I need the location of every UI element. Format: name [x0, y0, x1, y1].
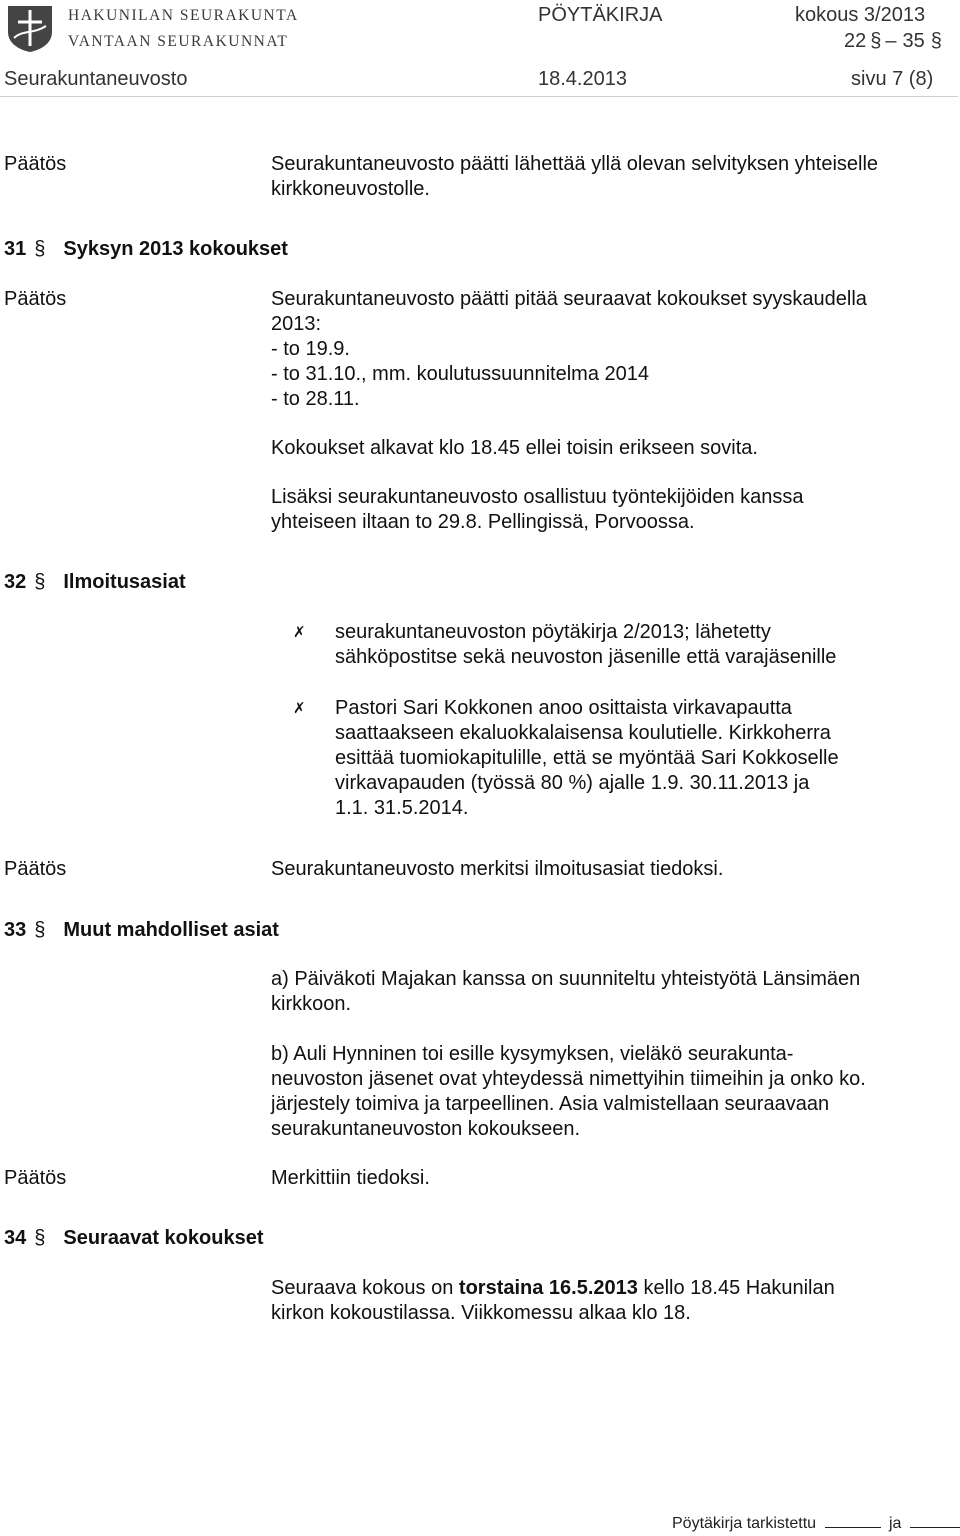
meeting-date-item: - to 31.10., mm. koulutussuunnitelma 2014 — [271, 363, 649, 385]
meeting-number: kokous 3/2013 — [795, 4, 926, 26]
section-sign-icon: § — [34, 238, 46, 260]
section-heading — [4, 570, 186, 595]
section-range: 22 § – 35 § — [844, 30, 942, 52]
doc-type: PÖYTÄKIRJA — [538, 4, 663, 26]
decision-label: Päätös — [4, 858, 67, 880]
next-meeting-text: Seuraava kokous on — [271, 1277, 459, 1299]
page-footer — [672, 1514, 960, 1534]
item-a-line: kirkkoon. — [271, 993, 352, 1015]
section-title: Seuraavat kokoukset — [63, 1227, 264, 1249]
next-meeting-text: kello 18.45 Hakunilan — [637, 1277, 835, 1299]
list-item-line: virkavapauden (työssä 80 %) ajalle 1.9. 30.11.2013 ja — [335, 772, 810, 794]
item-a-line: a) Päiväkoti Majakan kanssa on suunniteltu yhteistyötä Länsimäen — [271, 968, 861, 990]
section-number: 32 — [4, 571, 27, 593]
section-sign-icon: § — [870, 30, 882, 52]
section-sign-icon: § — [930, 30, 942, 52]
item-b-line: neuvoston jäsenet ovat yhteydessä nimettyihin tiimeihin ja onko ko. — [271, 1068, 866, 1090]
decision-text-line: Seurakuntaneuvosto päätti lähettää yllä olevan selvityksen yhteiselle — [271, 153, 879, 175]
section-heading — [4, 918, 279, 943]
decision-label: Päätös — [4, 153, 67, 175]
body-name: Seurakuntaneuvosto — [4, 68, 188, 90]
section-sign-icon: § — [34, 571, 46, 593]
check-mark-bullet-icon: ✗ — [293, 700, 306, 717]
section-number: 34 — [4, 1227, 27, 1249]
decision-text-line: kirkkoneuvostolle. — [271, 178, 430, 200]
decision-text: Merkittiin tiedoksi. — [271, 1167, 430, 1189]
decision-text: Seurakuntaneuvosto merkitsi ilmoitusasiat tiedoksi. — [271, 858, 724, 880]
decision-text-line: 2013: — [271, 313, 322, 335]
meeting-date: 18.4.2013 — [538, 68, 627, 90]
meeting-time-note: Kokoukset alkavat klo 18.45 ellei toisin erikseen sovita. — [271, 437, 758, 459]
check-mark-bullet-icon: ✗ — [293, 624, 306, 641]
section-title: Syksyn 2013 kokoukset — [63, 238, 288, 260]
section-range-start: 22 — [844, 30, 867, 52]
section-sign-icon: § — [34, 919, 46, 941]
next-meeting-line: kirkon kokoustilassa. Viikkomessu alkaa klo 18. — [271, 1302, 691, 1324]
page-number: sivu 7 (8) — [851, 68, 934, 90]
checked-label: Pöytäkirja tarkistettu — [672, 1515, 817, 1532]
meeting-date-item: - to 19.9. — [271, 338, 350, 360]
org-name-line2: VANTAAN SEURAKUNNAT — [68, 33, 289, 50]
next-meeting-date: torstaina 16.5.2013 — [458, 1277, 638, 1299]
decision-label: Päätös — [4, 288, 67, 310]
additional-event-line: Lisäksi seurakuntaneuvosto osallistuu työntekijöiden kanssa — [271, 486, 804, 508]
additional-event-line: yhteiseen iltaan to 29.8. Pellingissä, Porvoossa. — [271, 511, 695, 533]
next-meeting-line — [271, 1276, 835, 1301]
section-number: 33 — [4, 919, 27, 941]
list-item-line: 1.1. 31.5.2014. — [335, 797, 469, 819]
decision-text-line: Seurakuntaneuvosto päätti pitää seuraavat kokoukset syyskaudella — [271, 288, 867, 310]
item-b-line: seurakuntaneuvoston kokoukseen. — [271, 1118, 581, 1140]
decision-label: Päätös — [4, 1167, 67, 1189]
signature-line — [825, 1527, 881, 1528]
org-name-line1: HAKUNILAN SEURAKUNTA — [68, 7, 299, 24]
section-title: Ilmoitusasiat — [63, 571, 186, 593]
section-heading — [4, 1226, 263, 1251]
meeting-date-item: - to 28.11. — [271, 388, 360, 410]
list-item-line: esittää tuomiokapitulille, että se myöntää Sari Kokkoselle — [335, 747, 839, 769]
section-range-end: 35 — [902, 30, 925, 52]
list-item-line: saattaakseen ekaluokkalaisensa koulutielle. Kirkkoherra — [335, 722, 831, 744]
item-b-line: järjestely toimiva ja tarpeellinen. Asia valmistellaan seuraavaan — [271, 1093, 830, 1115]
and-label: ja — [888, 1515, 902, 1532]
item-b-line: b) Auli Hynninen toi esille kysymyksen, vieläkö seurakunta- — [271, 1043, 794, 1065]
header-divider — [0, 96, 958, 97]
list-item-line: Pastori Sari Kokkonen anoo osittaista virkavapautta — [335, 697, 792, 719]
section-sign-icon: § — [34, 1227, 46, 1249]
list-item-line: sähköpostitse sekä neuvoston jäsenille että varajäsenille — [335, 646, 837, 668]
section-title: Muut mahdolliset asiat — [63, 919, 279, 941]
section-number: 31 — [4, 238, 27, 260]
list-item-line: seurakuntaneuvoston pöytäkirja 2/2013; lähetetty — [335, 621, 771, 643]
church-emblem-icon — [4, 2, 56, 54]
section-heading — [4, 237, 288, 262]
signature-line — [910, 1527, 960, 1528]
